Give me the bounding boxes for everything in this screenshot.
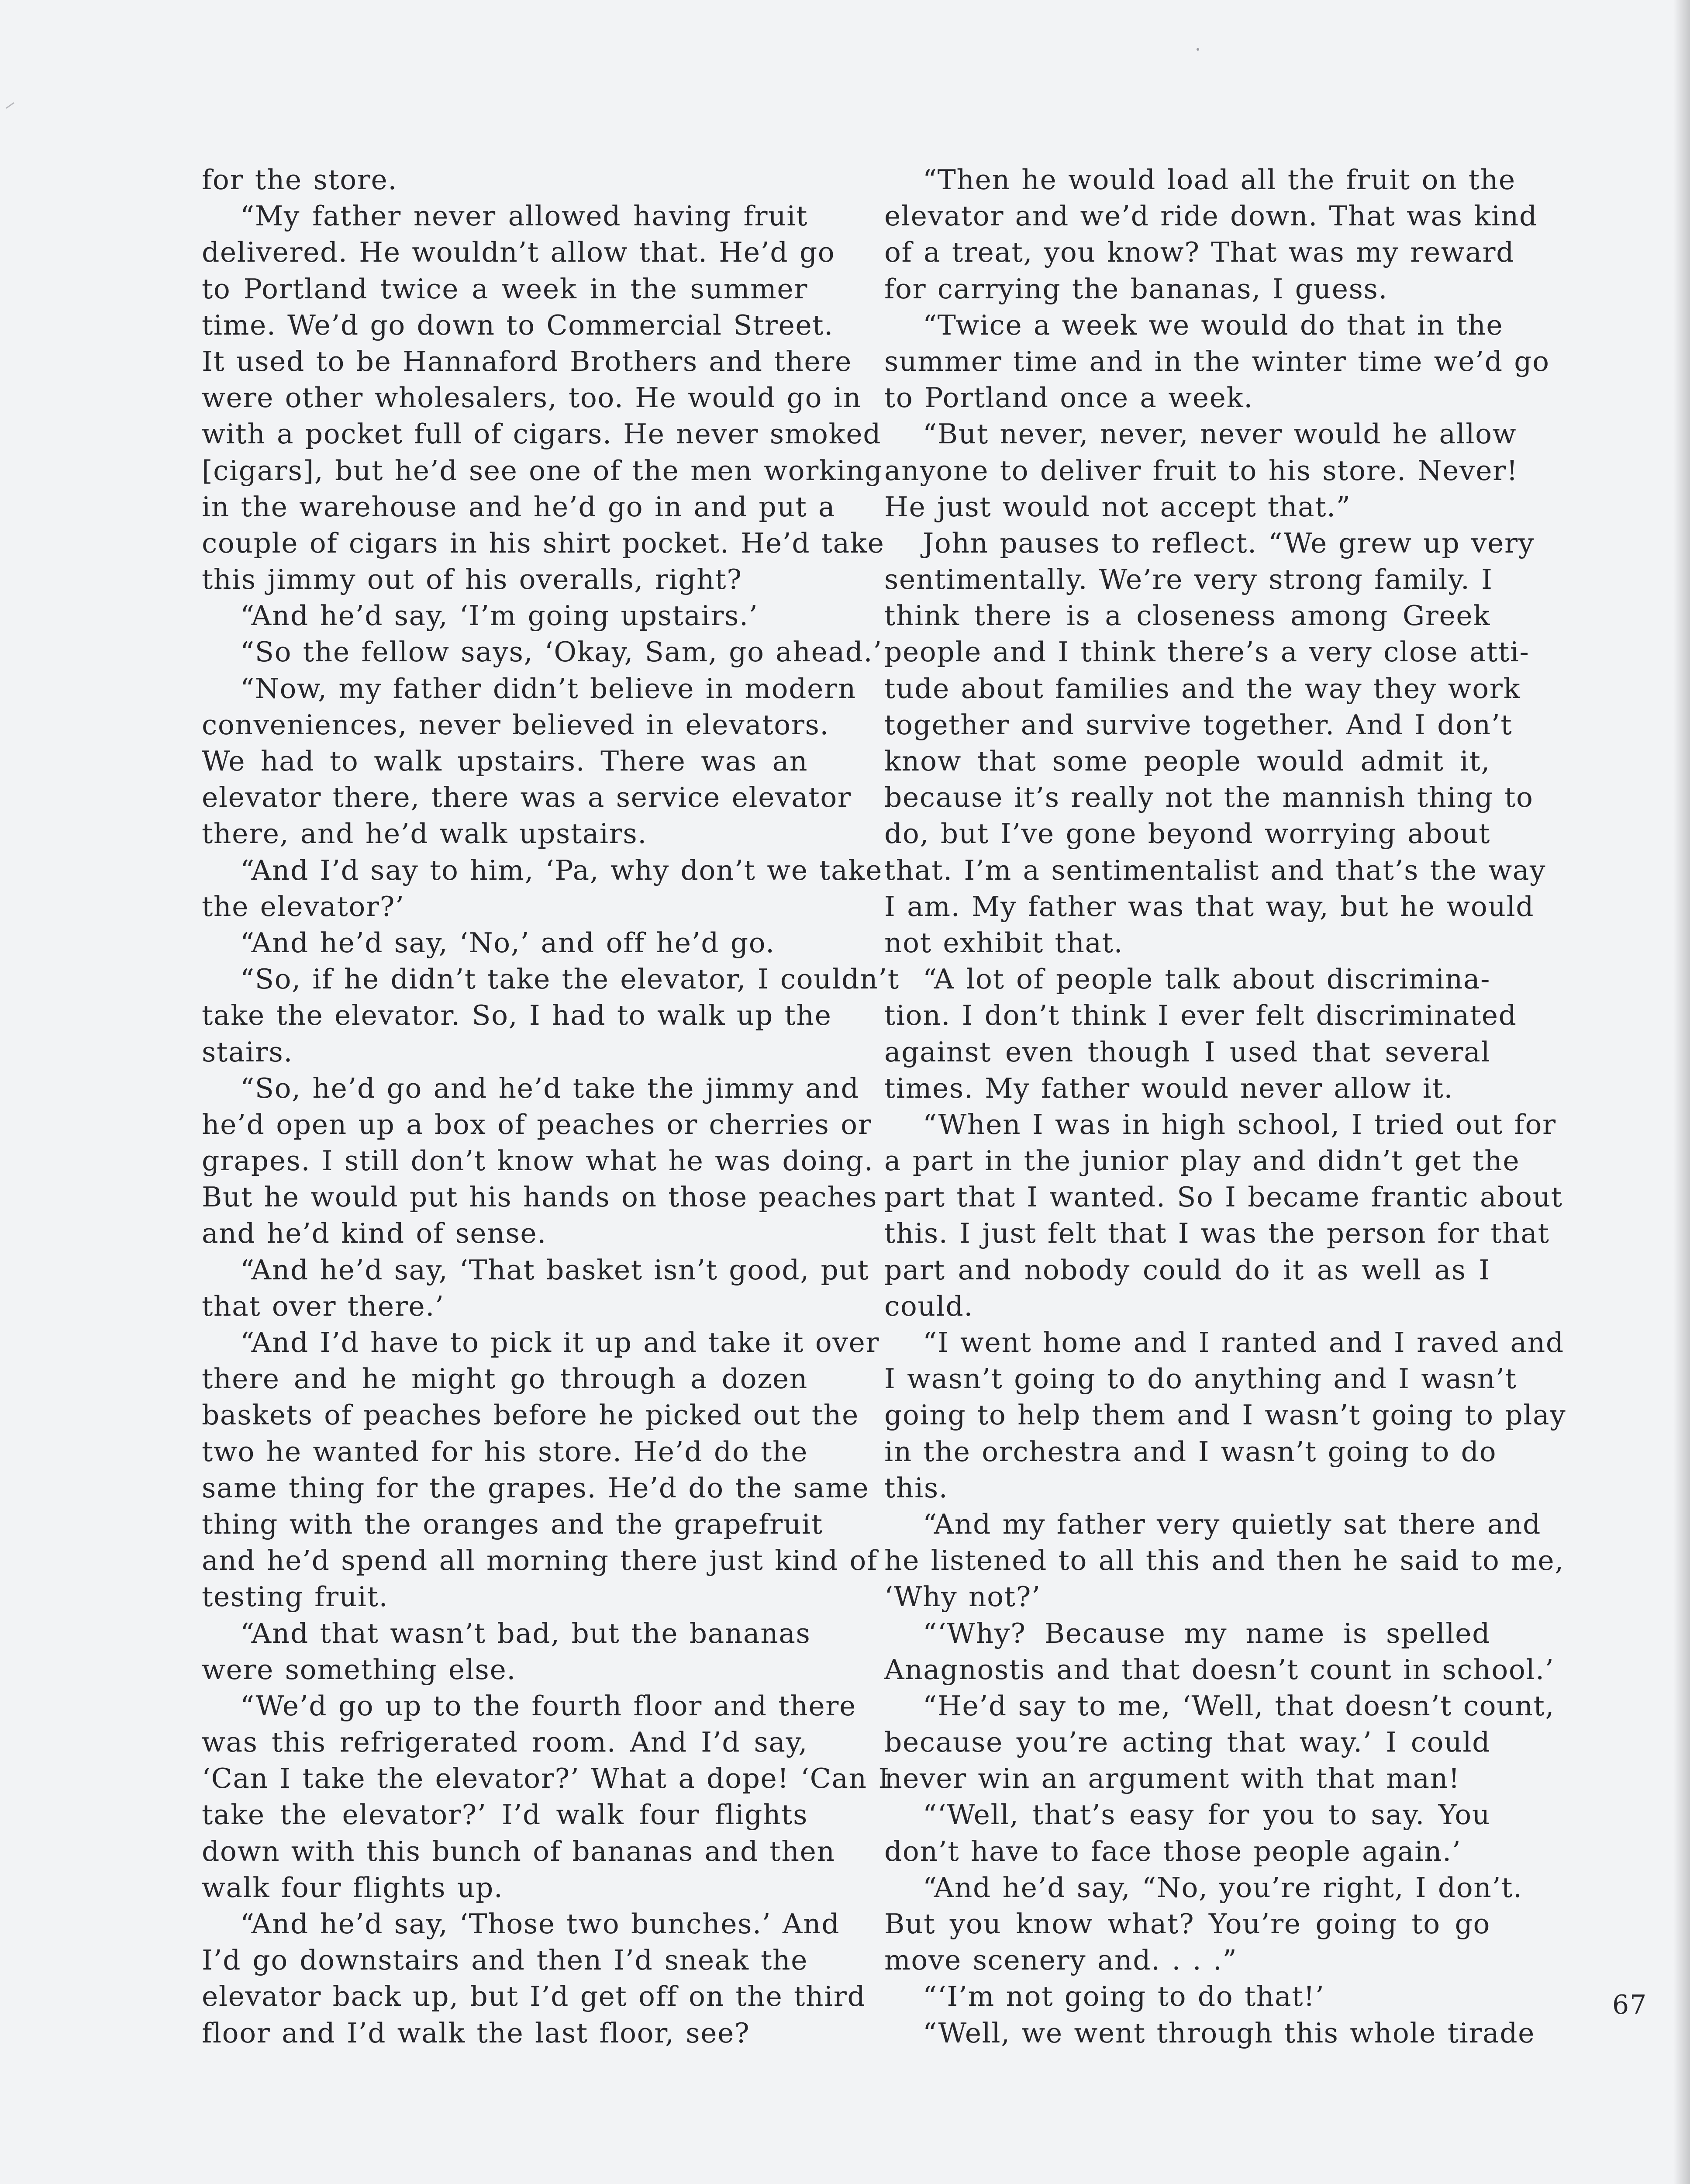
text-line: he’d open up a box of peaches or cherries or [202,1108,872,1140]
text-line: tude about families and the way they work [884,672,1521,705]
text-line: going to help them and I wasn’t going to play [884,1399,1566,1431]
text-line: in the orchestra and I wasn’t going to do [884,1435,1497,1468]
right-text-column [884,162,1566,2051]
text-line: never win an argument with that man! [884,1762,1460,1795]
text-line: times. My father would never allow it. [884,1072,1454,1104]
text-line: down with this bunch of bananas and then [202,1835,835,1867]
scan-mark [6,102,14,109]
text-line: Anagnostis and that doesn’t count in school.’ [884,1653,1555,1686]
text-line: “And he’d say, ‘I’m going upstairs.’ [240,600,759,632]
text-line: summer time and in the winter time we’d go [884,345,1550,377]
text-line: that. I’m a sentimentalist and that’s the way [884,854,1546,886]
text-line: because it’s really not the mannish thing to [884,781,1534,814]
text-line: this jimmy out of his overalls, right? [202,563,742,596]
text-line: “So the fellow says, ‘Okay, Sam, go ahead.’ [240,636,883,668]
text-line: for carrying the bananas, I guess. [884,273,1388,305]
text-line: there, and he’d walk upstairs. [202,818,647,850]
text-line: stairs. [202,1036,293,1068]
text-line: do, but I’ve gone beyond worrying about [884,818,1490,850]
text-line: conveniences, never believed in elevators. [202,708,830,741]
text-line: John pauses to reflect. “We grew up very [923,527,1535,559]
page-number: 67 [1612,1990,1648,2020]
text-line: “And he’d say, ‘That basket isn’t good, put [240,1254,869,1286]
text-line: of a treat, you know? That was my reward [884,236,1515,269]
text-line: could. [884,1290,973,1322]
text-line: part and nobody could do it as well as I [884,1254,1490,1286]
text-line: “And my father very quietly sat there and [923,1508,1541,1540]
text-line: elevator and we’d ride down. That was kind [884,200,1538,232]
text-line: “I went home and I ranted and I raved and [923,1327,1564,1358]
text-line: he listened to all this and then he said to me, [884,1545,1564,1577]
text-line: sentimentally. We’re very strong family. I [884,563,1493,596]
text-line: time. We’d go down to Commercial Street. [202,309,834,341]
text-line: part that I wanted. So I became frantic about [884,1181,1563,1213]
text-line: “Then he would load all the fruit on the [923,164,1516,196]
text-line: [cigars], but he’d see one of the men working [202,454,883,487]
text-line: with a pocket full of cigars. He never smoked [202,418,882,450]
text-line: ‘Can I take the elevator?’ What a dope! ‘Can I [202,1762,890,1795]
text-line: grapes. I still don’t know what he was doing. [202,1145,874,1177]
text-line: baskets of peaches before he picked out the [202,1399,859,1431]
text-line: there and he might go through a dozen [202,1363,808,1395]
text-line: thing with the oranges and the grapefruit [202,1508,823,1540]
text-line: to Portland once a week. [884,382,1253,414]
text-line: “Twice a week we would do that in the [923,309,1504,341]
text-line: and he’d spend all morning there just kind of [202,1545,878,1577]
text-line: We had to walk upstairs. There was an [202,745,808,777]
text-line: I wasn’t going to do anything and I wasn’t [884,1363,1517,1395]
text-line: “And that wasn’t bad, but the bananas [240,1617,811,1649]
text-line: delivered. He wouldn’t allow that. He’d go [202,236,835,269]
text-line: together and survive together. And I don’t [884,708,1513,741]
text-line: He just would not accept that.” [884,491,1351,523]
text-line: don’t have to face those people again.’ [884,1835,1462,1867]
text-line: “When I was in high school, I tried out for [923,1108,1556,1140]
text-line: “We’d go up to the fourth floor and there [240,1690,856,1722]
text-line: “A lot of people talk about discrimina- [923,963,1490,995]
text-line: was this refrigerated room. And I’d say, [202,1726,808,1759]
text-line: for the store. [202,164,397,196]
text-line: “So, if he didn’t take the elevator, I couldn’t [240,963,900,995]
text-line: this. [884,1472,948,1504]
text-line: that over there.’ [202,1290,445,1322]
text-line: know that some people would admit it, [884,745,1490,777]
text-line: two he wanted for his store. He’d do the [202,1435,808,1468]
text-line: same thing for the grapes. He’d do the same [202,1472,869,1504]
text-line: ‘Why not?’ [884,1581,1041,1613]
text-line: a part in the junior play and didn’t get the [884,1145,1520,1177]
text-line: “He’d say to me, ‘Well, that doesn’t count, [923,1690,1555,1722]
text-line: the elevator?’ [202,890,405,923]
text-line: against even though I used that several [884,1036,1490,1068]
text-line: to Portland twice a week in the summer [202,273,808,305]
text-line: “And he’d say, “No, you’re right, I don’t. [923,1871,1523,1904]
text-line: were other wholesalers, too. He would go in [202,382,862,414]
text-line: “‘Well, that’s easy for you to say. You [923,1799,1490,1831]
text-line: “Well, we went through this whole tirade [923,2017,1535,2049]
text-line: It used to be Hannaford Brothers and there [202,345,852,377]
left-text-column [202,162,900,2051]
text-line: move scenery and. . . .” [884,1944,1238,1977]
text-line: “So, he’d go and he’d take the jimmy and [240,1072,859,1104]
text-line: and he’d kind of sense. [202,1217,547,1250]
text-line: in the warehouse and he’d go in and put a [202,491,836,523]
text-line: “And I’d say to him, ‘Pa, why don’t we take [240,854,883,886]
text-line: floor and I’d walk the last floor, see? [202,2017,750,2049]
text-line: not exhibit that. [884,926,1124,959]
text-line: “Now, my father didn’t believe in modern [240,672,856,705]
text-line: anyone to deliver fruit to his store. Never! [884,454,1518,487]
text-line: “‘Why? Because my name is spelled [923,1617,1490,1649]
text-line: “‘I’m not going to do that!’ [923,1980,1325,2013]
text-line: I am. My father was that way, but he would [884,890,1535,923]
text-line: testing fruit. [202,1581,389,1613]
text-line: walk four flights up. [202,1871,504,1904]
text-line: because you’re acting that way.’ I could [884,1726,1490,1759]
text-line: tion. I don’t think I ever felt discriminated [884,999,1517,1032]
scan-speck [1197,48,1199,51]
text-line: take the elevator?’ I’d walk four flights [202,1799,808,1831]
text-line: think there is a closeness among Greek [884,600,1490,632]
text-line: couple of cigars in his shirt pocket. He’d take [202,527,885,559]
text-line: “And I’d have to pick it up and take it over [240,1327,880,1358]
text-line: were something else. [202,1653,516,1686]
text-line: “And he’d say, ‘No,’ and off he’d go. [240,926,775,959]
text-line: people and I think there’s a very close atti- [884,636,1530,668]
text-line: I’d go downstairs and then I’d sneak the [202,1944,808,1977]
text-line: take the elevator. So, I had to walk up the [202,999,832,1032]
text-line: this. I just felt that I was the person for that [884,1217,1550,1250]
text-line: “But never, never, never would he allow [923,418,1517,450]
text-line: “And he’d say, ‘Those two bunches.’ And [240,1908,840,1940]
text-line: But you know what? You’re going to go [884,1908,1490,1940]
text-line: But he would put his hands on those peaches [202,1181,878,1213]
text-line: “My father never allowed having fruit [240,200,808,232]
text-line: elevator there, there was a service elevator [202,781,852,814]
page-edge-shadow [1673,0,1690,2184]
text-line: elevator back up, but I’d get off on the third [202,1980,866,2013]
